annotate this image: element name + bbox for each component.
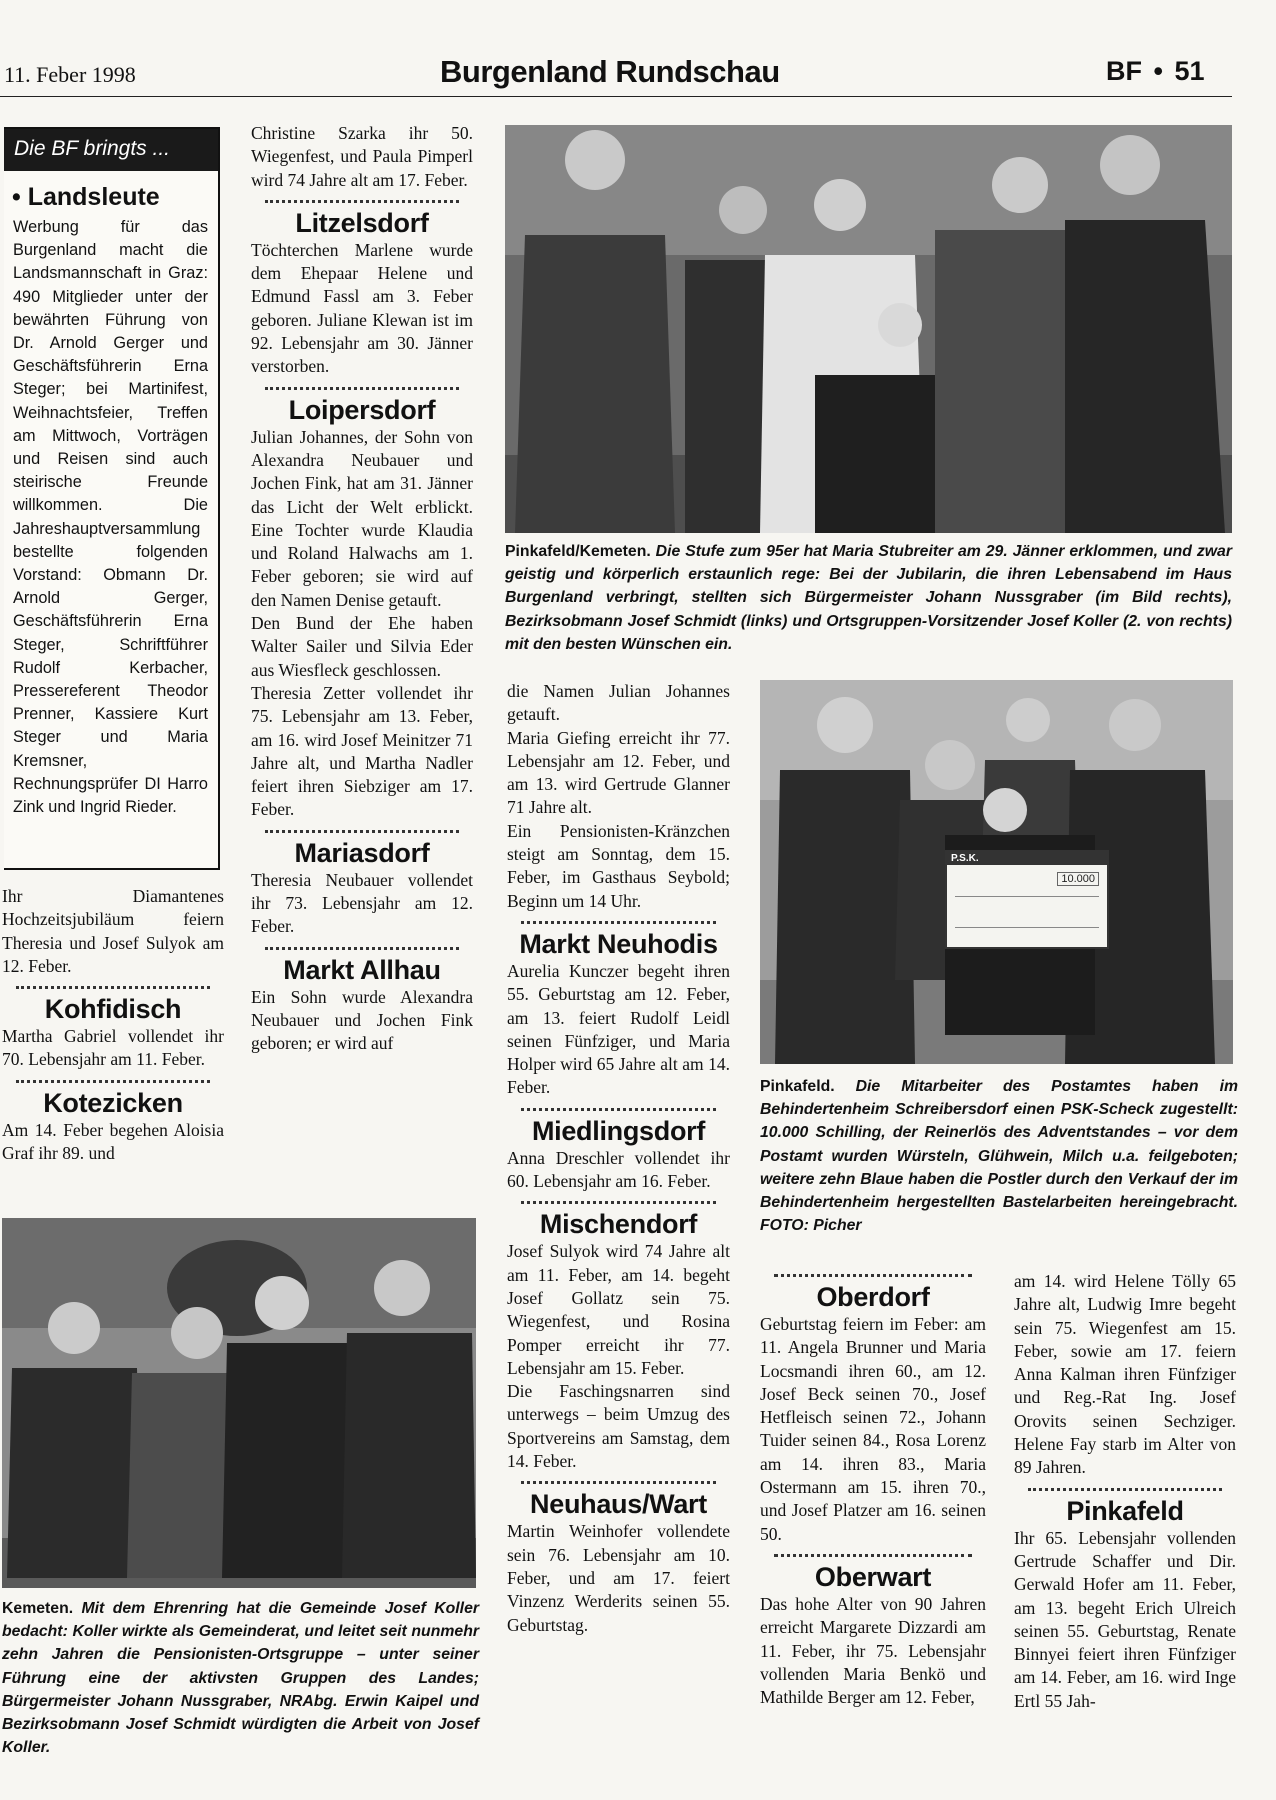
heading-oberwart: Oberwart: [814, 1561, 932, 1592]
heading-miedlingsdorf: Miedlingsdorf: [531, 1115, 706, 1146]
header-title: Burgenland Rundschau: [440, 54, 780, 89]
text-markt-neuhodis: Aurelia Kunczer begeht ihren 55. Geburtstag am 12. Feber, am 13. feiert Rudolf Leidl seinen Fünfziger, und Maria Holper wird 65 Jahre alt am 14. Feber.: [507, 960, 730, 1098]
header-date: 11. Feber 1998: [4, 62, 136, 87]
col5-intro: am 14. wird Helene Tölly 65 Jahre alt, Ludwig Imre begeht sein 75. Wiegenfest am 15. Feber, sowie am 17. feiern Anna Kalman ihren Fünfziger und Reg.-Rat Ing. Josef Orovits seinen Sechziger. Helene Fay starb im Alter von 89 Jahren.: [1014, 1271, 1236, 1478]
caption-bottom-text: Mit dem Ehrenring hat die Gemeinde Josef Koller bedacht: Koller wirkte als Gemeinderat, und leitet seit nunmehr zehn Jahren die Pensionisten-Ortsgruppe – unter seiner Führung eine der aktivsten Gruppen des Landes; Bürgermeister Johann Nussgraber, NRAbg. Erwin Kaipel und Bezirksobmann Josef Schmidt würdigten die Arbeit von Josef Koller.: [2, 1600, 480, 1757]
divider: [265, 200, 459, 203]
divider: [521, 1481, 716, 1484]
heading-kotezicken: Kotezicken: [43, 1087, 183, 1118]
sidebar-text: Werbung für das Burgenland macht die Landsmannschaft in Graz: 490 Mitglieder unter der bewährten Führung von Dr. Arnold Gerger und Geschäftsführerin Erna Steger; bei Martinifest, Weihnachtsfeier, Treffen am Mittwoch, Vorträgen und Reisen sind auch steirische Freunde willkommen. Die Jahreshauptversammlung bestellte folgenden Vorstand: Obmann Dr. Arnold Gerger, Geschäftsführerin Erna Steger, Schriftführer Rudolf Kerbacher, Pressereferent Theodor Prenner, Kassiere Kurt Steger und Maria Kremsner, Rechnungsprüfer DI Harro Zink und Ingrid Rieder.: [13, 218, 208, 817]
col3-intro-1: die Namen Julian Johannes getauft.: [507, 681, 730, 725]
text-kohfidisch: Martha Gabriel vollendet ihr 70. Lebensjahr am 11. Feber.: [2, 1026, 224, 1070]
check-bank: P.S.K.: [947, 852, 1107, 865]
heading-litzelsdorf: Litzelsdorf: [295, 207, 429, 238]
brand-bullet: •: [1153, 56, 1163, 86]
divider: [16, 986, 210, 989]
caption-top-text: Die Stufe zum 95er hat Maria Stubreiter am 29. Jänner erklommen, und zwar geistig und körperlich erstaunlich rege: Bei der Jubilarin, die ihren Lebensabend im Haus Burgenland verbringt, stellten sich Bürgermeister Johann Nussgraber (im Bild rechts), Bezirksobmann Josef Schmidt (links) und Ortsgruppen-Vorsitzender Josef Koller (2. von rechts) mit den besten Wünschen ein.: [505, 543, 1232, 653]
divider: [1028, 1488, 1222, 1491]
divider: [521, 1201, 716, 1204]
column-1: [2, 885, 224, 1165]
heading-kohfidisch: Kohfidisch: [44, 994, 182, 1025]
text-oberwart: Das hohe Alter von 90 Jahren erreicht Margarete Dizzardi am 11. Feber, ihr 75. Lebensjahr vollenden Maria Benkö und Mathilde Berger am 12. Feber,: [760, 1593, 986, 1708]
column-2: [251, 122, 473, 1056]
divider: [521, 921, 716, 924]
heading-pinkafeld: Pinkafeld: [1066, 1495, 1184, 1526]
col2-intro: Christine Szarka ihr 50. Wiegenfest, und Paula Pimperl wird 74 Jahre alt am 17. Feber.: [251, 123, 473, 190]
brand-label: BF: [1106, 56, 1142, 86]
photo-kemeten-ehrenring: [2, 1218, 476, 1588]
text-loipersdorf-1: Julian Johannes, der Sohn von Alexandra Neubauer und Jochen Fink, hat am 31. Jänner das Licht der Welt erblickt. Eine Tochter wurde Klaudia und Roland Halwachs am 1. Feber geboren; sie wird auf den Namen Denise getauft.: [251, 426, 473, 610]
column-4: [760, 1270, 986, 1709]
col3-intro-3: Ein Pensionisten-Kränzchen steigt am Sonntag, dem 15. Feber, im Gasthaus Seybold; Beginn um 14 Uhr.: [507, 820, 730, 911]
text-loipersdorf-2: Den Bund der Ehe haben Walter Sailer und Silvia Eder aus Wiesfleck geschlossen.: [251, 613, 473, 680]
heading-loipersdorf: Loipersdorf: [288, 394, 436, 425]
sidebar-heading-text: Landsleute: [27, 183, 160, 211]
heading-markt-neuhodis: Markt Neuhodis: [519, 928, 718, 959]
heading-mischendorf: Mischendorf: [539, 1209, 698, 1240]
text-mischendorf-2: Die Faschingsnarren sind unterwegs – beim Umzug des Sportvereins am Samstag, dem 14. Feber.: [507, 1381, 730, 1472]
photo-pinkafeld-check: [760, 680, 1233, 1064]
check: [945, 850, 1109, 949]
divider: [774, 1554, 972, 1557]
caption-mid: [760, 1075, 1238, 1237]
caption-top: [505, 540, 1232, 656]
heading-neuhaus-wart: Neuhaus/Wart: [530, 1489, 707, 1520]
divider: [521, 1108, 716, 1111]
text-markt-allhau: Ein Sohn wurde Alexandra Neubauer und Jochen Fink geboren; er wird auf: [251, 986, 473, 1054]
page-number: 51: [1174, 56, 1205, 86]
sidebar-heading: [12, 183, 218, 212]
header-brand: [1106, 56, 1205, 87]
caption-bottom: [2, 1597, 479, 1759]
bullet-dot: •: [12, 183, 21, 211]
text-mariasdorf: Theresia Neubauer vollendet ihr 73. Lebensjahr am 12. Feber.: [251, 869, 473, 937]
photo-illustration: [505, 125, 1232, 533]
text-litzelsdorf: Töchterchen Marlene wurde dem Ehepaar Helene und Edmund Fassl am 3. Feber geboren. Juliane Klewan ist im 92. Lebensjahr am 30. Jänner verstorben.: [251, 239, 473, 377]
sidebar-label: Die BF bringts ...: [4, 129, 218, 171]
page-header: [0, 52, 1232, 97]
heading-markt-allhau: Markt Allhau: [283, 954, 441, 985]
photo-pinkafeld-kemeten: [505, 125, 1232, 533]
divider: [16, 1080, 210, 1083]
column-3: [507, 680, 730, 1637]
divider: [265, 947, 459, 950]
heading-oberdorf: Oberdorf: [816, 1282, 930, 1312]
text-loipersdorf-3: Theresia Zetter vollendet ihr 75. Lebensjahr am 13. Feber, am 16. wird Josef Meinitzer 71 Jahre alt, und Martha Nadler feiert ihren Siebziger am 17. Feber.: [251, 682, 473, 820]
text-miedlingsdorf: Anna Dreschler vollendet ihr 60. Lebensjahr am 16. Feber.: [507, 1147, 730, 1192]
sidebar-box: [4, 127, 220, 870]
col1-intro: Ihr Diamantenes Hochzeitsjubiläum feiern Theresia und Josef Sulyok am 12. Feber.: [2, 886, 224, 976]
caption-mid-place: Pinkafeld.: [760, 1078, 835, 1095]
check-lines: [955, 896, 1099, 928]
caption-mid-text: Die Mitarbeiter des Postamtes haben im Behindertenheim Schreibersdorf einen PSK-Scheck zugestellt: 10.000 Schilling, der Reinerlös des Adventstandes – vor dem Postamt wurden Würsteln, Glühwein, Milch u.a. feilgeboten; weitere zehn Blaue haben die Postler durch den Verkauf der im Behindertenheim hergestellten Bastelarbeiten hereingebracht. FOTO: Picher: [760, 1078, 1238, 1235]
divider: [774, 1274, 972, 1277]
column-5: [1014, 1270, 1236, 1713]
text-mischendorf-1: Josef Sulyok wird 74 Jahre alt am 11. Feber, am 14. begeht Josef Gollatz sein 75. Wiegenfest, und Rosina Pomper erreicht ihr 77. Lebensjahr am 15. Feber.: [507, 1241, 730, 1378]
photo-illustration: [2, 1218, 476, 1588]
check-amount: 10.000: [1057, 872, 1099, 886]
text-kotezicken: Am 14. Feber begehen Aloisia Graf ihr 89. und: [2, 1119, 224, 1164]
divider: [265, 387, 459, 390]
text-oberdorf: Geburtstag feiern im Feber: am 11. Angela Brunner und Maria Locsmandi ihren 60., am 12. Josef Beck seinen 70., Josef Hetfleisch seinen 72., Johann Tuider seinen 84., Rosa Lorenz am 14. ihren 83., Maria Ostermann am 15. ihren 70., und Josef Platzer am 16. seinen 50.: [760, 1314, 986, 1544]
col3-intro-2: Maria Giefing erreicht ihr 77. Lebensjahr am 12. Feber, und am 13. wird Gertrude Glanner 71 Jahre alt.: [507, 727, 730, 818]
heading-mariasdorf: Mariasdorf: [294, 837, 430, 868]
text-neuhaus-wart: Martin Weinhofer vollendete sein 76. Lebensjahr am 10. Feber, und am 17. feiert Vinzenz Werderits seinen 55. Geburtstag.: [507, 1521, 730, 1635]
text-pinkafeld: Ihr 65. Lebensjahr vollenden Gertrude Schaffer und Dir. Gerwald Hofer am 11. Feber, am 13. begeht Erich Ulreich seinen 55. Geburtstag, Renate Binnyei feiert ihren Fünfziger am 14. Feber, am 16. wird Inge Ertl 55 Jah-: [1014, 1527, 1236, 1711]
divider: [265, 830, 459, 833]
caption-top-place: Pinkafeld/Kemeten.: [505, 543, 651, 560]
caption-bottom-place: Kemeten.: [2, 1600, 74, 1617]
